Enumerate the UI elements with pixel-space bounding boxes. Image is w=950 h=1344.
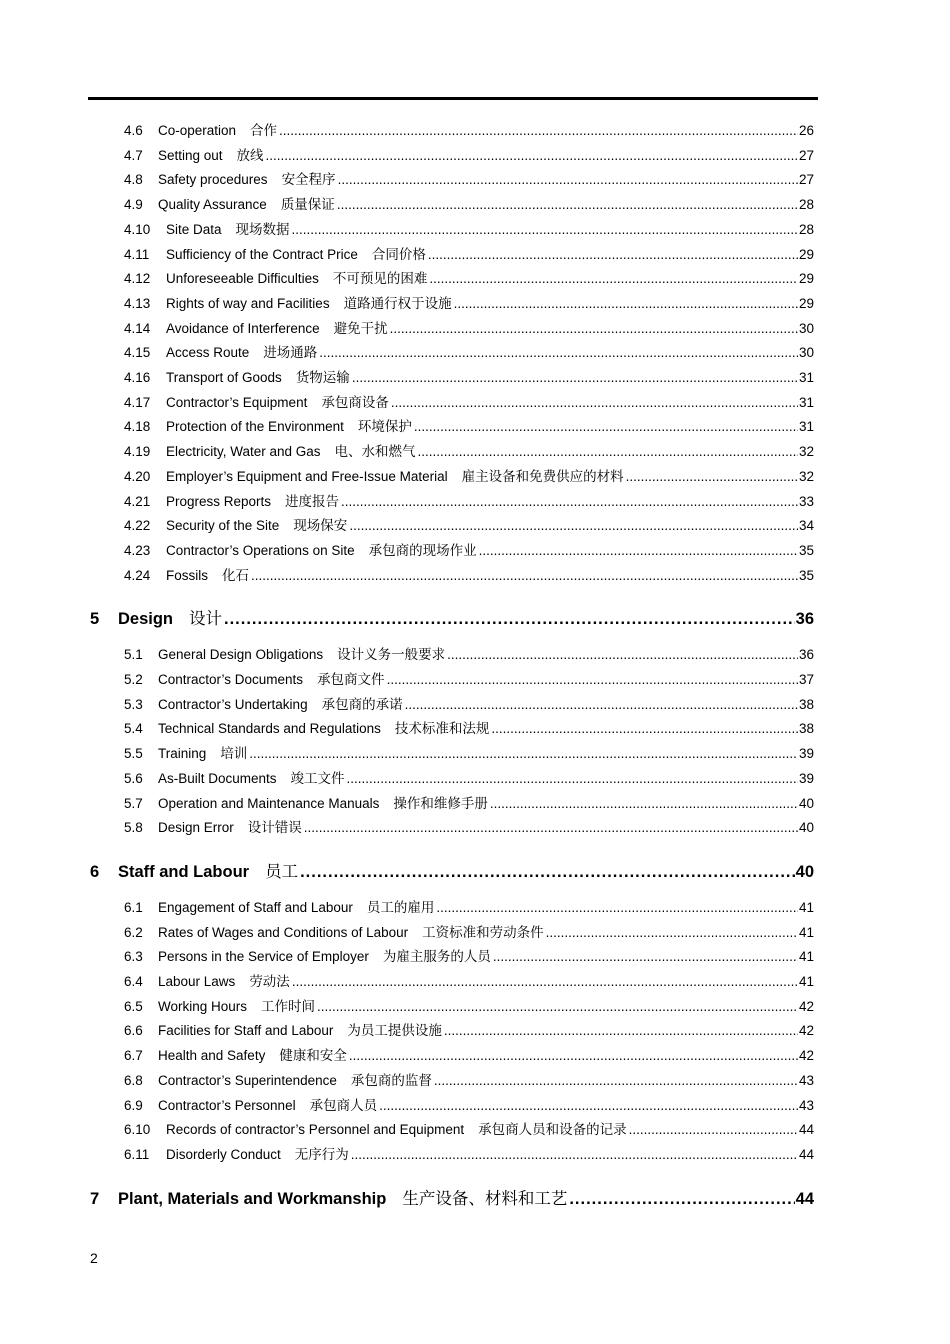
toc-page-number: 31 xyxy=(798,394,814,410)
toc-page-number: 44 xyxy=(798,1122,814,1138)
toc-title: Unforeseeable Difficulties xyxy=(166,271,319,287)
toc-title-zh: 承包商的现场作业 xyxy=(368,542,477,559)
toc-leader-dots xyxy=(349,1046,798,1066)
toc-entry[interactable] xyxy=(124,220,814,240)
toc-entry[interactable] xyxy=(124,195,814,215)
toc-title-zh: 合作 xyxy=(250,123,278,139)
toc-entry[interactable] xyxy=(124,1120,814,1140)
toc-number: 7 xyxy=(90,1189,100,1208)
toc-leader-dots xyxy=(405,695,798,715)
toc-page-number: 36 xyxy=(795,610,814,629)
toc-leader-dots xyxy=(546,923,798,943)
toc-title-zh: 道路通行权于设施 xyxy=(343,295,452,312)
toc-title-zh: 健康和安全 xyxy=(279,1048,347,1065)
toc-page-number: 28 xyxy=(798,221,814,237)
toc-leader-dots xyxy=(434,1071,798,1091)
toc-leader-dots xyxy=(292,972,798,992)
toc-leader-dots xyxy=(347,769,798,789)
toc-title-zh: 为员工提供设施 xyxy=(347,1023,442,1040)
header-rule xyxy=(88,97,818,100)
toc-title-zh: 货物运输 xyxy=(295,370,350,386)
toc-entry[interactable] xyxy=(124,923,814,943)
toc-title: Training xyxy=(158,746,207,762)
toc-number: 5.2 xyxy=(124,672,143,687)
toc-title-zh: 劳动法 xyxy=(249,974,290,990)
toc-number: 6.3 xyxy=(124,949,143,965)
toc-title: Transport of Goods xyxy=(166,370,282,385)
toc-leader-dots xyxy=(379,1096,798,1116)
toc-title: Fossils xyxy=(166,567,209,583)
toc-number: 4.9 xyxy=(124,197,143,213)
toc-leader-dots xyxy=(391,393,798,413)
toc-number: 5.7 xyxy=(124,795,143,811)
toc-title-zh: 安全程序 xyxy=(281,172,336,189)
toc-leader-dots xyxy=(490,794,798,814)
toc-number: 6.7 xyxy=(124,1048,143,1064)
toc-number: 4.7 xyxy=(124,147,143,163)
toc-title: Staff and Labour xyxy=(118,862,250,881)
toc-entry[interactable] xyxy=(124,898,814,918)
toc-entry[interactable] xyxy=(124,972,814,992)
toc-page-number: 30 xyxy=(798,320,814,336)
toc-number: 5.6 xyxy=(124,770,143,786)
page-number: 2 xyxy=(90,1250,98,1266)
toc-entry[interactable] xyxy=(124,1021,814,1041)
toc-page-number: 41 xyxy=(798,949,814,965)
toc-entry[interactable] xyxy=(124,541,814,561)
toc-title-zh: 无序行为 xyxy=(294,1146,349,1163)
toc-number: 4.14 xyxy=(124,320,151,336)
toc-page-number: 44 xyxy=(795,1189,814,1208)
toc-title: Technical Standards and Regulations xyxy=(158,721,381,737)
toc-leader-dots xyxy=(337,195,798,215)
toc-page-number: 32 xyxy=(798,444,814,460)
toc-title-zh: 设计错误 xyxy=(247,820,302,837)
toc-title: Contractor’s Personnel xyxy=(158,1097,296,1113)
toc-number: 4.15 xyxy=(124,345,151,361)
toc-title: Sufficiency of the Contract Price xyxy=(166,246,358,262)
toc-leader-dots xyxy=(447,645,798,665)
toc-leader-dots xyxy=(454,294,798,314)
toc-title-zh: 放线 xyxy=(236,147,264,164)
toc-page-number: 34 xyxy=(798,518,814,534)
toc-title: Rates of Wages and Conditions of Labour xyxy=(158,924,409,940)
toc-title: Protection of the Environment xyxy=(166,419,344,435)
toc-entry[interactable] xyxy=(124,1071,814,1091)
toc-leader-dots xyxy=(319,343,798,363)
toc-leader-dots xyxy=(249,744,798,764)
toc-page-number: 29 xyxy=(798,295,814,311)
toc-number: 4.17 xyxy=(124,394,151,410)
toc-page-number: 36 xyxy=(798,647,814,663)
toc-title: Design Error xyxy=(158,820,234,836)
toc-number: 4.12 xyxy=(124,271,151,287)
toc-page-number: 38 xyxy=(798,696,814,712)
toc-title-zh: 员工 xyxy=(265,861,299,881)
toc-title-zh: 承包商的承诺 xyxy=(321,696,403,713)
toc-leader-dots xyxy=(569,1187,794,1211)
toc-entry[interactable] xyxy=(124,566,814,586)
toc-entry[interactable] xyxy=(124,269,814,289)
toc-leader-dots xyxy=(304,818,798,838)
toc-number: 4.22 xyxy=(124,518,151,534)
toc-page-number: 31 xyxy=(798,419,814,435)
toc-entry[interactable] xyxy=(124,645,814,665)
toc-title: Electricity, Water and Gas xyxy=(166,444,321,460)
toc-page-number: 44 xyxy=(798,1146,814,1162)
toc-title-zh: 生产设备、材料和工艺 xyxy=(402,1188,568,1208)
toc-entry[interactable] xyxy=(124,146,814,166)
toc-page-number: 35 xyxy=(798,567,814,583)
toc-number: 5.8 xyxy=(124,820,143,836)
toc-title: Co-operation xyxy=(158,123,237,138)
toc-leader-dots xyxy=(491,719,798,739)
toc-entry[interactable] xyxy=(124,294,814,314)
toc-number: 5 xyxy=(90,610,100,629)
toc-leader-dots xyxy=(292,220,798,240)
toc-title-zh: 进场通路 xyxy=(263,345,318,362)
toc-title: Contractor’s Superintendence xyxy=(158,1072,337,1088)
toc-page-number: 42 xyxy=(798,1048,814,1064)
toc-entry[interactable] xyxy=(124,467,814,487)
toc-page-number: 39 xyxy=(798,770,814,786)
toc-title: Avoidance of Interference xyxy=(166,320,320,336)
toc-page-number: 38 xyxy=(798,721,814,737)
toc-title-zh: 培训 xyxy=(220,746,248,763)
toc-leader-dots xyxy=(300,860,795,884)
toc-entry[interactable] xyxy=(124,417,814,437)
toc-number: 5.1 xyxy=(124,647,143,663)
toc-title-zh: 环境保护 xyxy=(357,419,412,436)
toc-title: Operation and Maintenance Manuals xyxy=(158,795,380,811)
toc-entry[interactable] xyxy=(124,719,814,739)
toc-page-number: 39 xyxy=(798,746,814,762)
toc-entry[interactable] xyxy=(124,1145,814,1165)
toc-number: 4.6 xyxy=(124,123,143,138)
toc-number: 4.23 xyxy=(124,542,151,558)
toc-number: 4.8 xyxy=(124,172,143,188)
toc-leader-dots xyxy=(352,368,798,388)
toc-number: 6.9 xyxy=(124,1097,143,1113)
toc-title: Quality Assurance xyxy=(158,197,267,213)
toc-page-number: 40 xyxy=(795,862,814,881)
toc-page-number: 41 xyxy=(798,899,814,915)
toc-leader-dots xyxy=(428,245,798,265)
toc-title-zh: 操作和维修手册 xyxy=(393,795,488,812)
toc-title-zh: 电、水和燃气 xyxy=(334,444,416,461)
toc-title-zh: 合同价格 xyxy=(371,246,426,263)
toc-page-number: 41 xyxy=(798,974,814,989)
toc-number: 4.21 xyxy=(124,493,151,509)
toc-page-number: 42 xyxy=(798,1023,814,1039)
toc-number: 6.1 xyxy=(124,899,143,915)
toc-entry[interactable] xyxy=(124,492,814,512)
toc-title: Persons in the Service of Employer xyxy=(158,949,369,965)
toc-number: 4.18 xyxy=(124,419,151,435)
toc-page-number: 31 xyxy=(798,370,814,385)
toc-title: Health and Safety xyxy=(158,1048,266,1064)
toc-title: Design xyxy=(118,610,174,629)
toc-number: 4.24 xyxy=(124,567,151,583)
toc-title-zh: 承包商人员 xyxy=(309,1097,378,1114)
toc-title: Facilities for Staff and Labour xyxy=(158,1023,334,1039)
toc-page-number: 43 xyxy=(798,1072,814,1088)
toc-title: Contractor’s Documents xyxy=(158,672,304,687)
toc-entry[interactable] xyxy=(124,794,814,814)
toc-page-number: 30 xyxy=(798,345,814,361)
toc-leader-dots xyxy=(279,121,798,141)
toc-page-number: 29 xyxy=(798,246,814,262)
toc-number: 4.20 xyxy=(124,468,151,484)
toc-title: Rights of way and Facilities xyxy=(166,295,330,311)
toc-entry[interactable] xyxy=(124,245,814,265)
toc-title-zh: 员工的雇用 xyxy=(366,899,435,916)
toc-leader-dots xyxy=(479,541,798,561)
toc-entry[interactable] xyxy=(124,442,814,462)
toc-chapter[interactable] xyxy=(90,607,814,631)
toc-entry[interactable] xyxy=(124,319,814,339)
toc-entry[interactable] xyxy=(124,670,814,690)
toc-entry[interactable] xyxy=(124,695,814,715)
toc-number: 6.6 xyxy=(124,1023,143,1039)
toc-title: Safety procedures xyxy=(158,172,268,188)
toc-entry[interactable] xyxy=(124,170,814,190)
toc-title-zh: 质量保证 xyxy=(280,197,335,214)
toc-leader-dots xyxy=(338,170,798,190)
toc-number: 5.4 xyxy=(124,721,143,737)
toc-page-number: 27 xyxy=(798,172,814,188)
toc-leader-dots xyxy=(224,607,795,631)
toc-leader-dots xyxy=(418,442,798,462)
toc-page-number: 29 xyxy=(798,271,814,287)
toc-title-zh: 避免干扰 xyxy=(333,320,388,337)
toc-entry[interactable] xyxy=(124,947,814,967)
toc-title: Access Route xyxy=(166,345,250,361)
toc-title: Contractor’s Equipment xyxy=(166,394,308,410)
toc-number: 6.8 xyxy=(124,1072,143,1088)
toc-title: Plant, Materials and Workmanship xyxy=(118,1189,387,1208)
toc-title: Records of contractor’s Personnel and Equipment xyxy=(166,1122,465,1138)
toc-leader-dots xyxy=(436,898,798,918)
toc-entry[interactable] xyxy=(124,744,814,764)
toc-title: Working Hours xyxy=(158,998,248,1014)
toc-number: 6.2 xyxy=(124,924,143,940)
toc-leader-dots xyxy=(414,417,798,437)
toc-title: Labour Laws xyxy=(158,974,236,989)
toc-number: 6.5 xyxy=(124,998,143,1014)
toc-title: Progress Reports xyxy=(166,493,272,509)
toc-title: Employer’s Equipment and Free-Issue Material xyxy=(166,468,448,484)
toc-number: 5.3 xyxy=(124,696,143,712)
toc-page-number: 26 xyxy=(798,123,814,138)
toc-title: Contractor’s Undertaking xyxy=(158,696,308,712)
toc-entry[interactable] xyxy=(124,1046,814,1066)
toc-title-zh: 工作时间 xyxy=(261,998,316,1015)
toc-leader-dots xyxy=(317,997,798,1017)
toc-leader-dots xyxy=(341,492,798,512)
toc-title-zh: 设计 xyxy=(189,609,223,629)
toc-number: 4.16 xyxy=(124,370,151,385)
toc-page-number: 32 xyxy=(798,468,814,484)
toc-number: 4.10 xyxy=(124,221,151,237)
toc-page-number: 43 xyxy=(798,1097,814,1113)
toc-entry[interactable] xyxy=(124,393,814,413)
toc-entry[interactable] xyxy=(124,343,814,363)
toc-number: 4.19 xyxy=(124,444,151,460)
toc-title-zh: 承包商的监督 xyxy=(350,1072,432,1089)
toc-page-number: 41 xyxy=(798,924,814,940)
toc-number: 4.13 xyxy=(124,295,151,311)
toc-title-zh: 承包商文件 xyxy=(317,672,385,688)
toc-leader-dots xyxy=(390,319,798,339)
toc-number: 6 xyxy=(90,862,100,881)
toc-entry[interactable] xyxy=(124,121,814,141)
toc-title: Setting out xyxy=(158,147,223,163)
toc-page-number: 40 xyxy=(798,795,814,811)
toc-title-zh: 雇主设备和免费供应的材料 xyxy=(461,468,624,485)
toc-page-number: 42 xyxy=(798,998,814,1014)
toc-entry[interactable] xyxy=(124,516,814,536)
toc-page-number: 35 xyxy=(798,542,814,558)
toc-title-zh: 不可预见的困难 xyxy=(332,271,428,288)
toc-leader-dots xyxy=(266,146,798,166)
toc-title-zh: 设计义务一般要求 xyxy=(337,647,446,664)
toc-title: Disorderly Conduct xyxy=(166,1146,281,1162)
toc-entry[interactable] xyxy=(124,818,814,838)
toc-title: As-Built Documents xyxy=(158,770,277,786)
toc-page-number: 28 xyxy=(798,197,814,213)
toc-title: Security of the Site xyxy=(166,518,280,534)
toc-leader-dots xyxy=(429,269,798,289)
toc-page-number: 37 xyxy=(798,672,814,687)
toc-number: 6.4 xyxy=(124,974,143,989)
toc-title-zh: 现场数据 xyxy=(235,221,290,238)
toc-title-zh: 进度报告 xyxy=(285,493,340,510)
toc-page-number: 27 xyxy=(798,147,814,163)
toc-leader-dots xyxy=(444,1021,798,1041)
toc-number: 6.11 xyxy=(124,1146,150,1162)
toc-title-zh: 为雇主服务的人员 xyxy=(382,949,491,966)
toc-leader-dots xyxy=(351,1145,798,1165)
toc-title-zh: 承包商设备 xyxy=(321,394,389,411)
toc-page-number: 33 xyxy=(798,493,814,509)
toc-leader-dots xyxy=(349,516,798,536)
toc-entry[interactable] xyxy=(124,997,814,1017)
toc-title: General Design Obligations xyxy=(158,647,324,663)
toc-number: 4.11 xyxy=(124,246,150,262)
toc-title-zh: 化石 xyxy=(222,567,250,584)
toc-title-zh: 现场保安 xyxy=(293,518,348,535)
toc-entry[interactable] xyxy=(124,368,814,388)
toc-title-zh: 工资标准和劳动条件 xyxy=(422,924,544,941)
toc-entry[interactable] xyxy=(124,769,814,789)
toc-number: 6.10 xyxy=(124,1122,151,1138)
toc-leader-dots xyxy=(629,1120,798,1140)
toc-title-zh: 承包商人员和设备的记录 xyxy=(478,1122,627,1139)
toc-title: Engagement of Staff and Labour xyxy=(158,899,353,915)
toc-title-zh: 技术标准和法规 xyxy=(394,721,490,738)
toc-number: 5.5 xyxy=(124,746,143,762)
toc-leader-dots xyxy=(251,566,798,586)
toc-chapter[interactable] xyxy=(90,1187,814,1211)
toc-chapter[interactable] xyxy=(90,860,814,884)
toc-title: Contractor’s Operations on Site xyxy=(166,542,355,558)
toc-entry[interactable] xyxy=(124,1096,814,1116)
toc-title-zh: 竣工文件 xyxy=(290,770,345,787)
toc-leader-dots xyxy=(493,947,798,967)
toc-leader-dots xyxy=(626,467,798,487)
toc-leader-dots xyxy=(387,670,798,690)
toc-page-number: 40 xyxy=(798,820,814,836)
toc-title: Site Data xyxy=(166,221,222,237)
